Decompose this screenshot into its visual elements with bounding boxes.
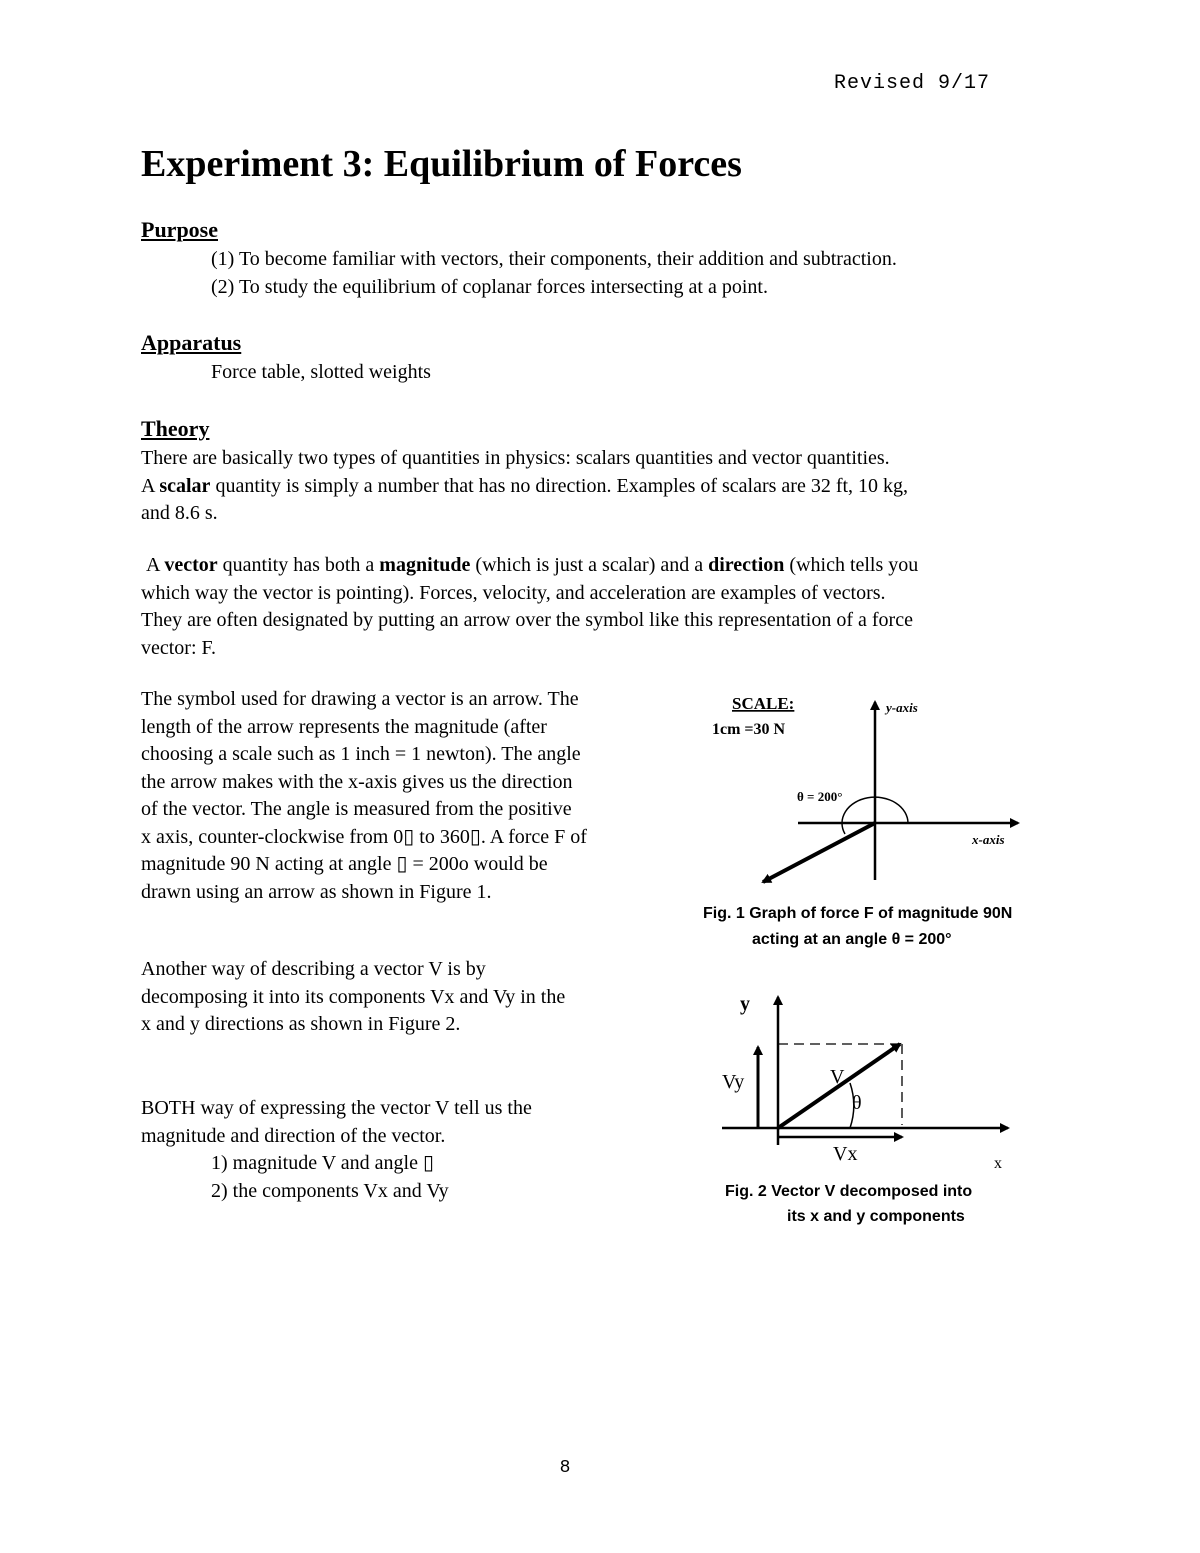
text-line: choosing a scale such as 1 inch = 1 newton). The angle [141,743,581,765]
term-direction: direction [708,554,785,576]
text-line: There are basically two types of quantities in physics: scalars quantities and vector quantities. [141,447,890,469]
fig2-vy-label: Vy [722,1071,745,1093]
text-line: decomposing it into its components Vx and Vy in the [141,985,566,1008]
theory-paragraph-components [141,956,565,1039]
apparatus-heading: Apparatus [141,330,242,355]
text-line: x axis, counter-clockwise from 0▯ to 360▯. A force F of [141,825,587,848]
fig1-y-axis-label: y-axis [886,700,918,715]
purpose-item: (2) To study the equilibrium of coplanar forces intersecting at a point. [211,275,768,298]
text-line: drawn using an arrow as shown in Figure 1. [141,880,492,903]
fig2-vx-label: Vx [833,1143,858,1165]
theory-heading: Theory [141,416,210,441]
text-line: magnitude and direction of the vector. [141,1124,446,1147]
list-item: 2) the components Vx and Vy [211,1179,449,1202]
page-title: Experiment 3: Equilibrium of Forces [141,143,742,185]
term-vector: vector [164,554,218,576]
fig1-angle-label: θ = 200° [797,789,843,804]
text-line [146,552,918,580]
text-line: The symbol used for drawing a vector is an arrow. The [141,688,579,710]
fig1-caption-line2: acting at an angle θ = 200° [752,931,952,948]
text-run: A [141,474,160,497]
text-run: (which tells you [784,554,919,576]
page-number: 8 [559,1458,571,1478]
fig2-caption-line1: Fig. 2 Vector V decomposed into [725,1183,973,1200]
figure-1-force-graph [700,690,1040,900]
theory-paragraph-both [141,1095,532,1205]
text-line: the arrow makes with the x-axis gives us the direction [141,770,573,793]
text-line: magnitude 90 N acting at angle ▯ = 200o would be [141,853,548,875]
theory-paragraph-scalar [141,445,908,528]
fig2-caption-line2: its x and y components [787,1208,965,1225]
fig2-theta-label: θ [852,1092,862,1114]
purpose-heading: Purpose [141,217,218,242]
purpose-item: (1) To become familiar with vectors, their components, their addition and subtraction. [211,248,897,270]
text-line: of the vector. The angle is measured from the positive [141,798,572,820]
text-run: quantity has both a [217,554,380,576]
text-line: Another way of describing a vector V is by [141,958,486,980]
text-line: vector: F. [141,636,217,659]
text-line: and 8.6 s. [141,502,218,524]
purpose-list [211,246,897,301]
fig2-v-label: V [830,1066,845,1088]
text-line: length of the arrow represents the magnitude (after [141,715,547,738]
theory-paragraph-vector [141,552,919,662]
fig1-x-axis-label: x-axis [972,832,1005,847]
fig1-caption-line1: Fig. 1 Graph of force F of magnitude 90N [703,905,1013,922]
text-line: BOTH way of expressing the vector V tell us the [141,1097,532,1119]
text-run: A [146,554,165,576]
apparatus-text: Force table, slotted weights [211,361,431,383]
text-run: quantity is simply a number that has no direction. Examples of scalars are 32 ft, 10 kg, [210,474,909,497]
text-line [141,473,908,501]
figure-2-vector-components [700,985,1040,1180]
fig1-scale-label: SCALE: [732,694,795,713]
text-line: which way the vector is pointing). Forces, velocity, and acceleration are examples of vectors. [141,581,886,604]
theory-paragraph-arrow [141,686,587,906]
fig1-scale-value: 1cm =30 N [712,721,786,738]
text-line: They are often designated by putting an arrow over the symbol like this representation of a force [141,609,913,631]
fig1-force-vector [763,823,875,882]
revision-date: Revised 9/17 [833,72,990,95]
term-magnitude: magnitude [379,554,471,576]
list-item: 1) magnitude V and angle ▯ [211,1152,434,1174]
fig2-x-label: x [994,1155,1002,1172]
fig2-y-label: y [740,993,750,1015]
text-line: x and y directions as shown in Figure 2. [141,1013,461,1035]
term-scalar: scalar [159,474,211,497]
text-run: (which is just a scalar) and a [470,554,709,576]
